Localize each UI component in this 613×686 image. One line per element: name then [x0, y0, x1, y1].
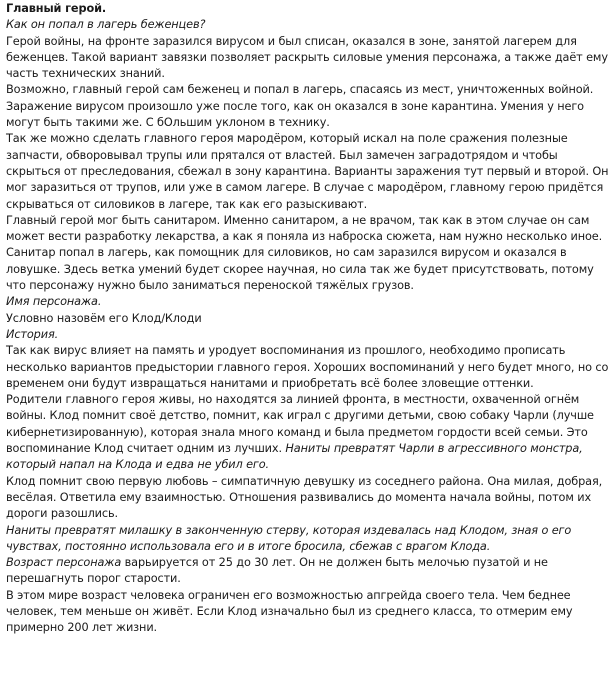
document-title: Главный герой.: [6, 2, 107, 15]
paragraph-first-love: Клод помнит свою первую любовь – симпатичную девушку из соседнего района. Она милая, добрая, весёлая. Ответила ему взаимностью. Отношения развивались до момента начала войны, потом их дороги разошлись.: [6, 474, 603, 521]
paragraph-war-hero: Герой войны, на фронте заразился вирусом и был списан, оказался в зоне, занятой лагерем для беженцев. Такой вариант завязки позволяет раскрыть силовые умения персонажа, а также даёт ему часть технических знаний.: [6, 34, 608, 81]
name-heading: Имя персонажа.: [6, 295, 102, 309]
paragraph-lifespan: В этом мире возраст человека ограничен его возможностью апгрейда своего тела. Чем беднее человек, тем меньше он живёт. Если Клод изначально был из среднего класса, то отмерим ему примерно 200 лет жизни.: [6, 588, 573, 635]
story-heading: История.: [6, 327, 59, 341]
age-text: варьируется от 25 до 30 лет. Он не должен быть мелочью пузатой и не перешагнуть порог старости.: [6, 556, 548, 586]
paragraph-name: Условно назовём его Клод/Клоди: [6, 311, 202, 325]
parents-text: Родители главного героя живы, но находятся за линией фронта, в местности, охваченной огнём войны. Клод помнит своё детство, помнит, как играл с другими детьми, свою собаку Чарли (лучше кибернетизированную), которая знала много команд и была предметом гордости всей семьи. Это воспоминание Клод считает одним из лучших.: [6, 393, 594, 456]
paragraph-orderly: Главный герой мог быть санитаром. Именно санитаром, а не врачом, так как в этом случае он сам может вести разработку лекарства, а как я поняла из наброска сюжета, нам нужно несколько иное.: [6, 213, 603, 244]
paragraph-orderly-trap: Санитар попал в лагерь, как помощник для силовиков, но сам заразился вирусом и оказался в ловушке. Здесь ветка умений будет скорее научная, но сила так же будет присутствовать, потому что персонажу нужно было заниматься переноской тяжёлых грузов.: [6, 246, 594, 293]
paragraph-marauder: Так же можно сделать главного героя мародёром, который искал на поле сражения полезные запчасти, обворовывал трупы или прятался от властей. Был замечен заградотрядом и чтобы скрыться от преследования, сбежал в зону карантина. Варианты заражения тут первый и второй. Он мог заразиться от трупов, или уже в самом лагере. В случае с мародёром, главному герою придётся скрываться от силовиков в лагере, так как его разыскивают.: [6, 132, 609, 211]
paragraph-parents: [6, 392, 610, 473]
paragraph-age: [6, 555, 610, 588]
parents-nanites-text: Наниты превратят Чарли в агрессивного монстра, который напал на Клода и едва не убил его.: [6, 442, 583, 472]
question-heading: Как он попал в лагерь беженцев?: [6, 18, 206, 32]
paragraph-memory: Так как вирус влияет на память и уродует воспоминания из прошлого, необходимо прописать несколько вариантов предыстории главного героя. Хороших воспоминаний у него будет много, но со временем они будут извращаться нанитами и приобретать всё более зловещие оттенки.: [6, 344, 609, 390]
document: [6, 1, 610, 637]
paragraph-nanites-love: Наниты превратят милашку в законченную стерву, которая издевалась над Клодом, зная о его чувствах, постоянно использовала его и в итоге бросила, сбежав с врагом Клода.: [6, 523, 572, 553]
paragraph-refugee: Возможно, главный герой сам беженец и попал в лагерь, спасаясь из мест, уничтоженных войной. Заражение вирусом произошло уже после того, как он оказался в зоне карантина. Умения у него могут быть такими же. С бОльшим уклоном в технику.: [6, 83, 594, 130]
age-label: Возраст персонажа: [6, 556, 122, 570]
